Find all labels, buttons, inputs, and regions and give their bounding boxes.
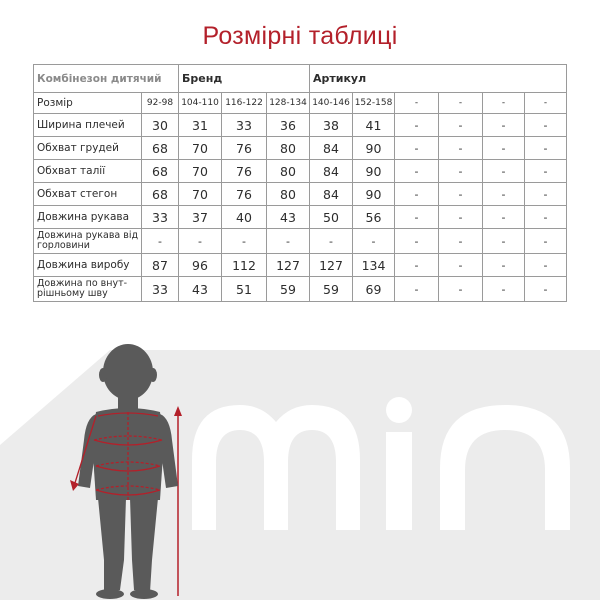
table-cell: 84 <box>310 160 353 183</box>
table-cell: - <box>395 254 439 277</box>
table-cell: - <box>439 254 483 277</box>
row-label: Ширина плечей <box>34 114 142 137</box>
table-cell: 31 <box>179 114 222 137</box>
table-cell: 96 <box>179 254 222 277</box>
size-cell: 152-158 <box>353 93 395 114</box>
size-cell: - <box>525 93 567 114</box>
table-row <box>34 183 567 206</box>
row-label: Обхват стегон <box>34 183 142 206</box>
table-cell: 90 <box>353 137 395 160</box>
page-title: Розмірні таблиці <box>202 22 398 50</box>
size-cell: 116-122 <box>222 93 267 114</box>
table-cell: 30 <box>142 114 179 137</box>
table-cell: - <box>525 229 567 254</box>
table-cell: 51 <box>222 277 267 302</box>
table-cell: 36 <box>267 114 310 137</box>
table-cell: - <box>525 254 567 277</box>
table-cell: - <box>395 277 439 302</box>
table-cell: - <box>395 137 439 160</box>
table-cell: 127 <box>267 254 310 277</box>
table-cell: 90 <box>353 183 395 206</box>
table-cell: 87 <box>142 254 179 277</box>
table-cell: 33 <box>222 114 267 137</box>
article-label: Артикул <box>310 65 567 93</box>
table-cell: - <box>395 206 439 229</box>
table-cell: 70 <box>179 137 222 160</box>
size-row <box>34 93 567 114</box>
table-row <box>34 114 567 137</box>
table-cell: - <box>483 277 525 302</box>
table-cell: 68 <box>142 183 179 206</box>
table-cell: - <box>525 160 567 183</box>
size-cell: 128-134 <box>267 93 310 114</box>
table-cell: - <box>483 254 525 277</box>
table-cell: 76 <box>222 160 267 183</box>
table-cell: 127 <box>310 254 353 277</box>
row-label: Довжина рукава <box>34 206 142 229</box>
illustration-area <box>0 330 600 600</box>
row-label: Довжина рукава від горловини <box>34 229 142 254</box>
table-cell: - <box>179 229 222 254</box>
table-cell: - <box>353 229 395 254</box>
table-cell: - <box>395 183 439 206</box>
table-row <box>34 160 567 183</box>
table-cell: - <box>142 229 179 254</box>
table-cell: 90 <box>353 160 395 183</box>
table-cell: 68 <box>142 160 179 183</box>
size-table <box>33 64 567 302</box>
table-cell: 112 <box>222 254 267 277</box>
table-cell: - <box>439 206 483 229</box>
table-cell: - <box>525 206 567 229</box>
table-cell: 69 <box>353 277 395 302</box>
table-cell: 56 <box>353 206 395 229</box>
table-cell: 134 <box>353 254 395 277</box>
table-cell: - <box>525 137 567 160</box>
table-cell: 59 <box>267 277 310 302</box>
table-cell: - <box>439 229 483 254</box>
table-cell: 43 <box>267 206 310 229</box>
table-header-row <box>34 65 567 93</box>
table-row <box>34 229 567 254</box>
size-cell: 104-110 <box>179 93 222 114</box>
table-cell: - <box>483 137 525 160</box>
table-cell: - <box>267 229 310 254</box>
table-cell: - <box>525 277 567 302</box>
table-cell: 37 <box>179 206 222 229</box>
table-cell: 70 <box>179 160 222 183</box>
table-cell: 76 <box>222 137 267 160</box>
table-cell: 43 <box>179 277 222 302</box>
table-cell: 80 <box>267 160 310 183</box>
table-cell: - <box>395 114 439 137</box>
table-cell: - <box>395 160 439 183</box>
table-cell: - <box>483 183 525 206</box>
size-cell: - <box>395 93 439 114</box>
brand-label: Бренд <box>179 65 310 93</box>
row-label: Обхват талії <box>34 160 142 183</box>
table-cell: 40 <box>222 206 267 229</box>
size-cell: - <box>439 93 483 114</box>
table-cell: 70 <box>179 183 222 206</box>
table-row <box>34 137 567 160</box>
table-cell: - <box>483 229 525 254</box>
table-cell: 41 <box>353 114 395 137</box>
table-cell: - <box>525 183 567 206</box>
size-row-label: Розмір <box>34 93 142 114</box>
row-label: Довжина виробу <box>34 254 142 277</box>
table-cell: 84 <box>310 183 353 206</box>
size-cell: 140-146 <box>310 93 353 114</box>
table-cell: 59 <box>310 277 353 302</box>
row-label: Обхват грудей <box>34 137 142 160</box>
table-row <box>34 206 567 229</box>
table-cell: 50 <box>310 206 353 229</box>
table-cell: 33 <box>142 206 179 229</box>
table-row <box>34 277 567 302</box>
table-cell: 80 <box>267 137 310 160</box>
table-cell: - <box>483 114 525 137</box>
table-cell: 80 <box>267 183 310 206</box>
size-cell: - <box>483 93 525 114</box>
table-cell: - <box>395 229 439 254</box>
table-cell: - <box>439 137 483 160</box>
table-row <box>34 254 567 277</box>
table-cell: - <box>439 114 483 137</box>
table-cell: 68 <box>142 137 179 160</box>
table-cell: - <box>439 277 483 302</box>
table-cell: 76 <box>222 183 267 206</box>
table-cell: - <box>483 160 525 183</box>
table-cell: - <box>222 229 267 254</box>
table-cell: 33 <box>142 277 179 302</box>
table-cell: - <box>483 206 525 229</box>
row-label: Довжина по внут-рішньому шву <box>34 277 142 302</box>
table-cell: 84 <box>310 137 353 160</box>
table-cell: 38 <box>310 114 353 137</box>
table-cell: - <box>439 183 483 206</box>
table-cell: - <box>439 160 483 183</box>
product-name: Комбінезон дитячий <box>34 65 179 93</box>
size-cell: 92-98 <box>142 93 179 114</box>
table-cell: - <box>310 229 353 254</box>
table-cell: - <box>525 114 567 137</box>
